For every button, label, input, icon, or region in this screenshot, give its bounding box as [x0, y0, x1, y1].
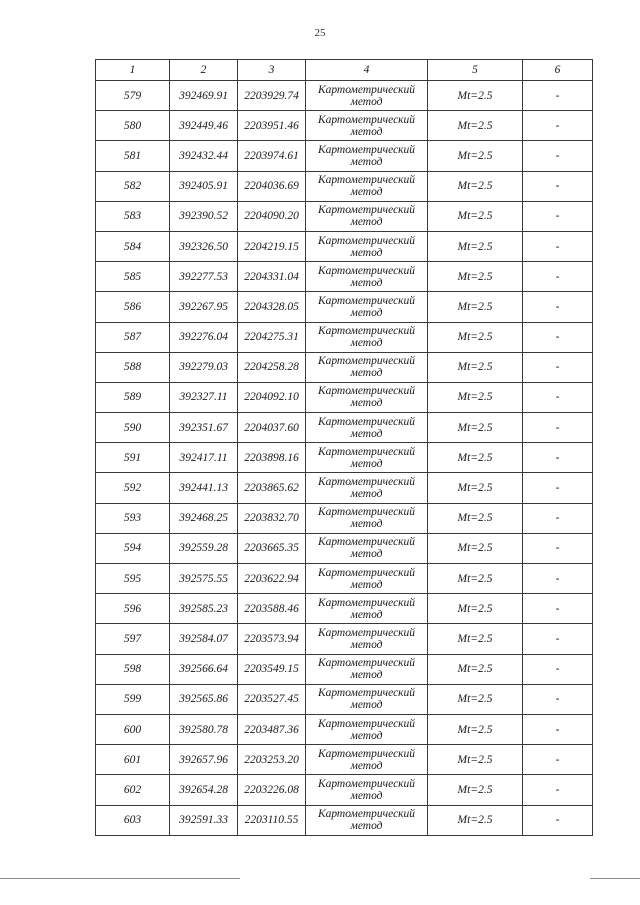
x-coordinate-cell: 392559.28 [170, 533, 238, 563]
x-coordinate-cell: 392584.07 [170, 624, 238, 654]
accuracy-cell: Mt=2.5 [428, 413, 523, 443]
note-cell: - [523, 745, 593, 775]
accuracy-cell: Mt=2.5 [428, 352, 523, 382]
x-coordinate-cell: 392267.95 [170, 292, 238, 322]
method-line-1: Картометрический [317, 657, 416, 670]
x-coordinate-cell: 392565.86 [170, 684, 238, 714]
method-line-1: Картометрический [317, 626, 416, 639]
note-cell: - [523, 352, 593, 382]
x-coordinate-cell: 392566.64 [170, 654, 238, 684]
y-coordinate-cell: 2203832.70 [238, 503, 306, 533]
y-coordinate-cell: 2204092.10 [238, 382, 306, 412]
table-row [96, 171, 593, 201]
x-coordinate-cell: 392326.50 [170, 231, 238, 261]
method-line-1: Картометрический [317, 777, 416, 790]
x-coordinate-cell: 392441.13 [170, 473, 238, 503]
point-number-cell: 602 [96, 775, 170, 805]
point-number-cell: 583 [96, 201, 170, 231]
accuracy-cell: Mt=2.5 [428, 81, 523, 111]
table-row [96, 201, 593, 231]
accuracy-cell: Mt=2.5 [428, 262, 523, 292]
note-cell: - [523, 171, 593, 201]
note-cell: - [523, 684, 593, 714]
point-number-cell: 597 [96, 624, 170, 654]
note-cell: - [523, 654, 593, 684]
y-coordinate-cell: 2203665.35 [238, 533, 306, 563]
table-row [96, 443, 593, 473]
table-row [96, 231, 593, 261]
note-cell: - [523, 231, 593, 261]
note-cell: - [523, 533, 593, 563]
method-cell [306, 624, 428, 654]
method-cell [306, 413, 428, 443]
note-cell: - [523, 413, 593, 443]
y-coordinate-cell: 2203573.94 [238, 624, 306, 654]
method-line-2: метод [350, 95, 383, 108]
method-cell [306, 533, 428, 563]
y-coordinate-cell: 2204275.31 [238, 322, 306, 352]
method-line-2: метод [350, 397, 383, 410]
point-number-cell: 599 [96, 684, 170, 714]
method-cell [306, 322, 428, 352]
table-row [96, 805, 593, 835]
note-cell: - [523, 473, 593, 503]
x-coordinate-cell: 392469.91 [170, 81, 238, 111]
method-line-1: Картометрический [317, 294, 416, 307]
method-line-2: метод [350, 186, 383, 199]
method-line-2: метод [350, 789, 383, 802]
y-coordinate-cell: 2204328.05 [238, 292, 306, 322]
accuracy-cell: Mt=2.5 [428, 775, 523, 805]
x-coordinate-cell: 392575.55 [170, 564, 238, 594]
method-line-1: Картометрический [317, 385, 416, 398]
note-cell: - [523, 624, 593, 654]
accuracy-cell: Mt=2.5 [428, 382, 523, 412]
method-line-1: Картометрический [317, 355, 416, 368]
point-number-cell: 588 [96, 352, 170, 382]
method-line-1: Картометрический [317, 687, 416, 700]
method-cell [306, 805, 428, 835]
method-cell [306, 231, 428, 261]
x-coordinate-cell: 392580.78 [170, 714, 238, 744]
note-cell: - [523, 262, 593, 292]
method-cell [306, 262, 428, 292]
method-line-2: метод [350, 246, 383, 259]
column-header: 2 [170, 60, 238, 81]
accuracy-cell: Mt=2.5 [428, 564, 523, 594]
method-cell [306, 745, 428, 775]
method-cell [306, 775, 428, 805]
y-coordinate-cell: 2204219.15 [238, 231, 306, 261]
column-header: 5 [428, 60, 523, 81]
method-line-2: метод [350, 820, 383, 833]
method-line-2: метод [350, 306, 383, 319]
note-cell: - [523, 714, 593, 744]
accuracy-cell: Mt=2.5 [428, 111, 523, 141]
method-cell [306, 714, 428, 744]
method-cell [306, 594, 428, 624]
table-row [96, 413, 593, 443]
method-cell [306, 81, 428, 111]
method-cell [306, 684, 428, 714]
point-number-cell: 580 [96, 111, 170, 141]
accuracy-cell: Mt=2.5 [428, 201, 523, 231]
x-coordinate-cell: 392449.46 [170, 111, 238, 141]
method-line-2: метод [350, 276, 383, 289]
table-row [96, 352, 593, 382]
accuracy-cell: Mt=2.5 [428, 171, 523, 201]
point-number-cell: 582 [96, 171, 170, 201]
accuracy-cell: Mt=2.5 [428, 443, 523, 473]
table-row [96, 382, 593, 412]
point-number-cell: 596 [96, 594, 170, 624]
y-coordinate-cell: 2203622.94 [238, 564, 306, 594]
note-cell: - [523, 805, 593, 835]
y-coordinate-cell: 2204090.20 [238, 201, 306, 231]
x-coordinate-cell: 392405.91 [170, 171, 238, 201]
y-coordinate-cell: 2203929.74 [238, 81, 306, 111]
x-coordinate-cell: 392390.52 [170, 201, 238, 231]
method-line-2: метод [350, 367, 383, 380]
method-line-2: метод [350, 427, 383, 440]
y-coordinate-cell: 2203951.46 [238, 111, 306, 141]
point-number-cell: 586 [96, 292, 170, 322]
method-cell [306, 292, 428, 322]
accuracy-cell: Mt=2.5 [428, 503, 523, 533]
method-line-2: метод [350, 759, 383, 772]
accuracy-cell: Mt=2.5 [428, 805, 523, 835]
note-cell: - [523, 81, 593, 111]
method-line-2: метод [350, 337, 383, 350]
point-number-cell: 600 [96, 714, 170, 744]
point-number-cell: 581 [96, 141, 170, 171]
method-cell [306, 382, 428, 412]
y-coordinate-cell: 2203974.61 [238, 141, 306, 171]
method-line-1: Картометрический [317, 325, 416, 338]
point-number-cell: 598 [96, 654, 170, 684]
note-cell: - [523, 503, 593, 533]
y-coordinate-cell: 2203253.20 [238, 745, 306, 775]
method-line-1: Картометрический [317, 808, 416, 821]
method-line-1: Картометрический [317, 566, 416, 579]
point-number-cell: 579 [96, 81, 170, 111]
method-line-1: Картометрический [317, 476, 416, 489]
x-coordinate-cell: 392468.25 [170, 503, 238, 533]
point-number-cell: 595 [96, 564, 170, 594]
method-line-1: Картометрический [317, 747, 416, 760]
point-number-cell: 591 [96, 443, 170, 473]
x-coordinate-cell: 392657.96 [170, 745, 238, 775]
method-cell [306, 443, 428, 473]
y-coordinate-cell: 2203487.36 [238, 714, 306, 744]
method-line-2: метод [350, 578, 383, 591]
y-coordinate-cell: 2203898.16 [238, 443, 306, 473]
table-row [96, 322, 593, 352]
method-cell [306, 564, 428, 594]
y-coordinate-cell: 2204258.28 [238, 352, 306, 382]
method-line-2: метод [350, 216, 383, 229]
x-coordinate-cell: 392351.67 [170, 413, 238, 443]
method-line-2: метод [350, 699, 383, 712]
table-row [96, 262, 593, 292]
table-row [96, 684, 593, 714]
table-row [96, 503, 593, 533]
method-cell [306, 473, 428, 503]
table-row [96, 745, 593, 775]
method-line-2: метод [350, 488, 383, 501]
method-line-1: Картометрический [317, 143, 416, 156]
column-header: 1 [96, 60, 170, 81]
method-line-2: метод [350, 155, 383, 168]
method-line-1: Картометрический [317, 264, 416, 277]
point-number-cell: 590 [96, 413, 170, 443]
x-coordinate-cell: 392432.44 [170, 141, 238, 171]
table-row [96, 564, 593, 594]
method-line-1: Картометрический [317, 204, 416, 217]
accuracy-cell: Mt=2.5 [428, 654, 523, 684]
accuracy-cell: Mt=2.5 [428, 684, 523, 714]
table-row [96, 111, 593, 141]
note-cell: - [523, 322, 593, 352]
accuracy-cell: Mt=2.5 [428, 141, 523, 171]
method-line-1: Картометрический [317, 536, 416, 549]
method-cell [306, 503, 428, 533]
method-line-1: Картометрический [317, 717, 416, 730]
method-line-1: Картометрический [317, 596, 416, 609]
y-coordinate-cell: 2204331.04 [238, 262, 306, 292]
method-cell [306, 141, 428, 171]
table-row [96, 594, 593, 624]
method-line-1: Картометрический [317, 445, 416, 458]
x-coordinate-cell: 392279.03 [170, 352, 238, 382]
note-cell: - [523, 594, 593, 624]
column-header: 6 [523, 60, 593, 81]
method-line-2: метод [350, 669, 383, 682]
note-cell: - [523, 201, 593, 231]
accuracy-cell: Mt=2.5 [428, 745, 523, 775]
point-number-cell: 587 [96, 322, 170, 352]
point-number-cell: 594 [96, 533, 170, 563]
method-cell [306, 352, 428, 382]
method-cell [306, 654, 428, 684]
method-cell [306, 171, 428, 201]
note-cell: - [523, 292, 593, 322]
x-coordinate-cell: 392417.11 [170, 443, 238, 473]
x-coordinate-cell: 392277.53 [170, 262, 238, 292]
table-row [96, 714, 593, 744]
point-number-cell: 592 [96, 473, 170, 503]
method-line-2: метод [350, 457, 383, 470]
accuracy-cell: Mt=2.5 [428, 473, 523, 503]
accuracy-cell: Mt=2.5 [428, 322, 523, 352]
page-number: 25 [314, 27, 326, 39]
y-coordinate-cell: 2203110.55 [238, 805, 306, 835]
note-cell: - [523, 564, 593, 594]
point-number-cell: 585 [96, 262, 170, 292]
method-line-1: Картометрический [317, 83, 416, 96]
method-line-2: метод [350, 608, 383, 621]
y-coordinate-cell: 2203588.46 [238, 594, 306, 624]
note-cell: - [523, 775, 593, 805]
y-coordinate-cell: 2203226.08 [238, 775, 306, 805]
y-coordinate-cell: 2204036.69 [238, 171, 306, 201]
y-coordinate-cell: 2203527.45 [238, 684, 306, 714]
method-line-1: Картометрический [317, 234, 416, 247]
method-line-2: метод [350, 518, 383, 531]
point-number-cell: 601 [96, 745, 170, 775]
x-coordinate-cell: 392276.04 [170, 322, 238, 352]
accuracy-cell: Mt=2.5 [428, 231, 523, 261]
method-cell [306, 111, 428, 141]
method-line-1: Картометрический [317, 415, 416, 428]
accuracy-cell: Mt=2.5 [428, 714, 523, 744]
point-number-cell: 593 [96, 503, 170, 533]
table-row [96, 654, 593, 684]
accuracy-cell: Mt=2.5 [428, 533, 523, 563]
y-coordinate-cell: 2203865.62 [238, 473, 306, 503]
y-coordinate-cell: 2204037.60 [238, 413, 306, 443]
method-line-1: Картометрический [317, 506, 416, 519]
coordinates-table [95, 59, 593, 836]
accuracy-cell: Mt=2.5 [428, 292, 523, 322]
table-row [96, 292, 593, 322]
table-row [96, 624, 593, 654]
x-coordinate-cell: 392591.33 [170, 805, 238, 835]
table-row [96, 533, 593, 563]
method-line-2: метод [350, 729, 383, 742]
point-number-cell: 603 [96, 805, 170, 835]
method-line-1: Картометрический [317, 174, 416, 187]
method-line-2: метод [350, 638, 383, 651]
note-cell: - [523, 111, 593, 141]
table-row [96, 473, 593, 503]
accuracy-cell: Mt=2.5 [428, 624, 523, 654]
point-number-cell: 584 [96, 231, 170, 261]
x-coordinate-cell: 392654.28 [170, 775, 238, 805]
point-number-cell: 589 [96, 382, 170, 412]
table-row [96, 141, 593, 171]
method-line-1: Картометрический [317, 113, 416, 126]
method-line-2: метод [350, 125, 383, 138]
column-header: 3 [238, 60, 306, 81]
column-header: 4 [306, 60, 428, 81]
note-cell: - [523, 382, 593, 412]
footer-rule-right [590, 878, 640, 879]
table-row [96, 775, 593, 805]
note-cell: - [523, 443, 593, 473]
accuracy-cell: Mt=2.5 [428, 594, 523, 624]
y-coordinate-cell: 2203549.15 [238, 654, 306, 684]
method-line-2: метод [350, 548, 383, 561]
x-coordinate-cell: 392327.11 [170, 382, 238, 412]
note-cell: - [523, 141, 593, 171]
footer-rule-left [0, 878, 240, 879]
coordinates-table-body [96, 60, 593, 836]
x-coordinate-cell: 392585.23 [170, 594, 238, 624]
method-cell [306, 201, 428, 231]
table-header-row [96, 60, 593, 81]
table-row [96, 81, 593, 111]
